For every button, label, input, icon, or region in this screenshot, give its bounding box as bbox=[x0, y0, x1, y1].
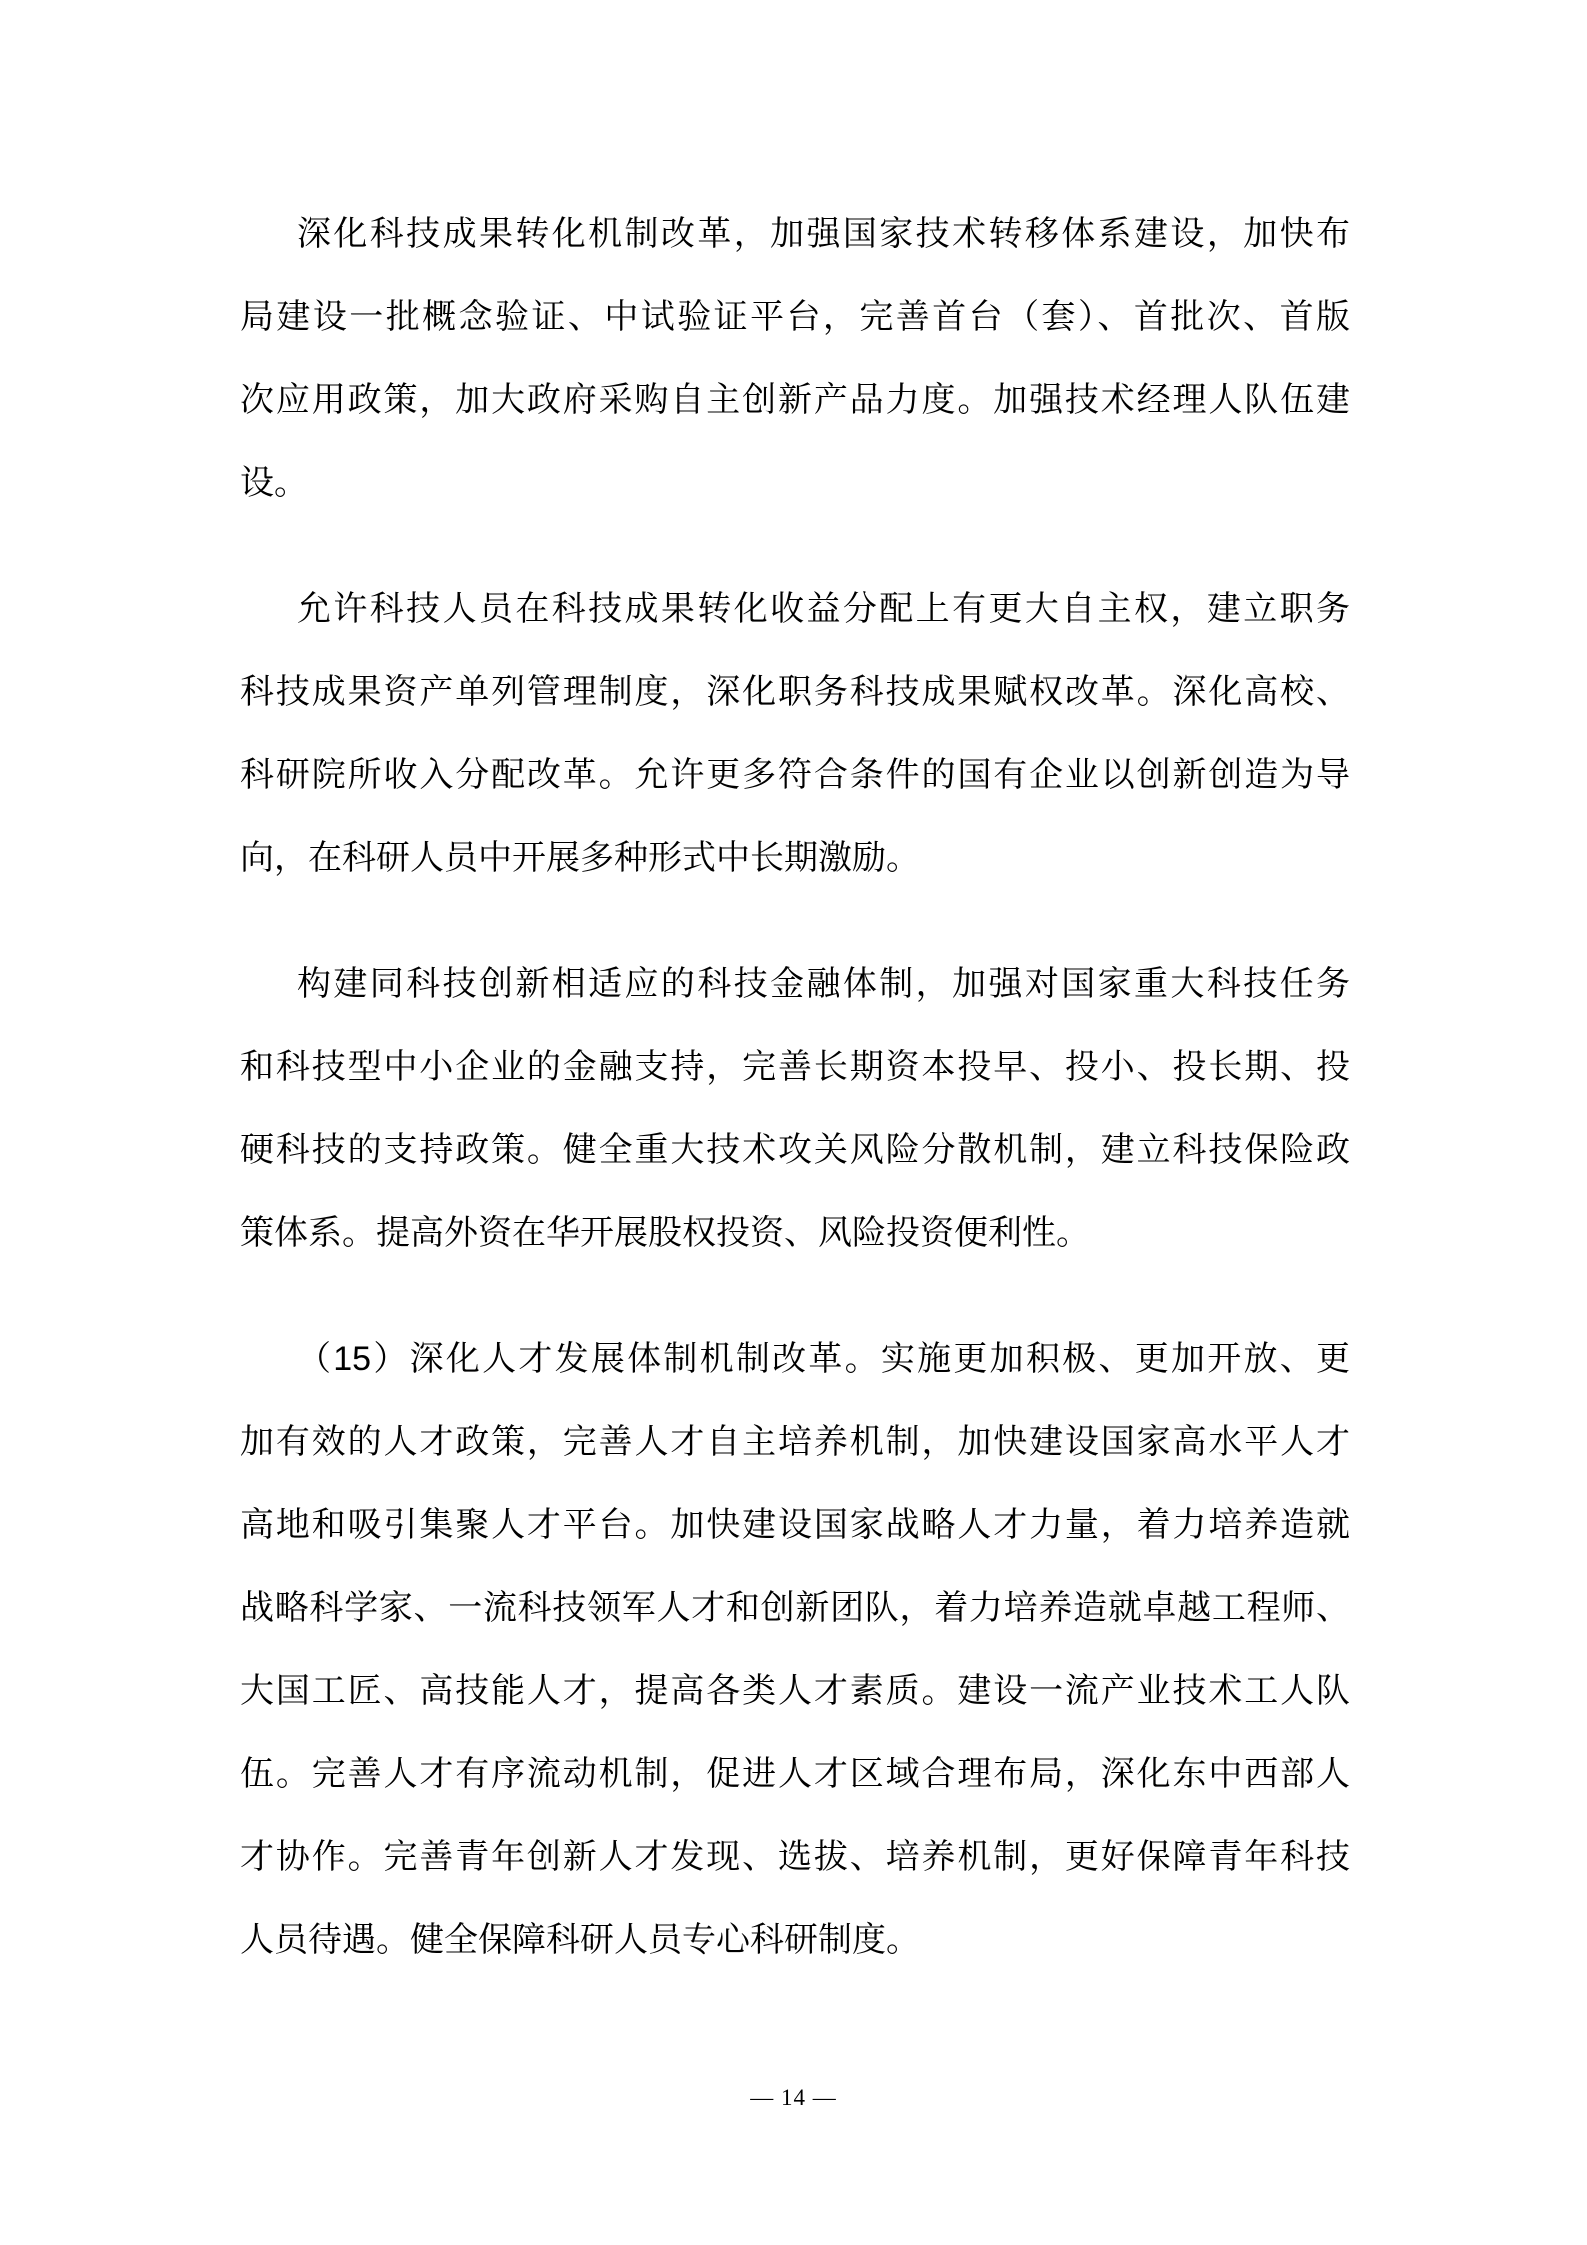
body-text bbox=[240, 193, 1350, 2025]
page-number: — 14 — bbox=[750, 2085, 837, 2110]
text-line: 加有效的人才政策，完善人才自主培养机制，加快建设国家高水平人才 bbox=[240, 1423, 1350, 1461]
paragraph bbox=[240, 943, 1350, 1275]
text-line: 设。 bbox=[240, 464, 308, 502]
paragraph bbox=[240, 193, 1350, 525]
text-line: 人员待遇。健全保障科研人员专心科研制度。 bbox=[240, 1921, 920, 1959]
paragraph bbox=[240, 568, 1350, 900]
text-line: 允许科技人员在科技成果转化收益分配上有更大自主权，建立职务 bbox=[297, 590, 1350, 628]
text-line: 大国工匠、高技能人才，提高各类人才素质。建设一流产业技术工人队 bbox=[240, 1672, 1350, 1710]
paragraph bbox=[240, 1318, 1350, 1982]
text-line: 策体系。提高外资在华开展股权投资、风险投资便利性。 bbox=[240, 1214, 1090, 1252]
text-line: 伍。完善人才有序流动机制，促进人才区域合理布局，深化东中西部人 bbox=[240, 1755, 1350, 1793]
text-line: 和科技型中小企业的金融支持，完善长期资本投早、投小、投长期、投 bbox=[240, 1048, 1350, 1086]
text-line: 深化科技成果转化机制改革，加强国家技术转移体系建设，加快布 bbox=[297, 215, 1350, 253]
text-line: 高地和吸引集聚人才平台。加快建设国家战略人才力量，着力培养造就 bbox=[240, 1506, 1350, 1544]
text-line: 构建同科技创新相适应的科技金融体制，加强对国家重大科技任务 bbox=[297, 965, 1350, 1003]
text-line: （15）深化人才发展体制机制改革。实施更加积极、更加开放、更 bbox=[297, 1340, 1350, 1378]
text-line: 战略科学家、一流科技领军人才和创新团队，着力培养造就卓越工程师、 bbox=[240, 1589, 1350, 1627]
text-line: 科技成果资产单列管理制度，深化职务科技成果赋权改革。深化高校、 bbox=[240, 673, 1350, 711]
text-line: 局建设一批概念验证、中试验证平台，完善首台（套）、首批次、首版 bbox=[240, 298, 1350, 336]
text-line: 向，在科研人员中开展多种形式中长期激励。 bbox=[240, 839, 920, 877]
text-line: 次应用政策，加大政府采购自主创新产品力度。加强技术经理人队伍建 bbox=[240, 381, 1350, 419]
text-line: 科研院所收入分配改革。允许更多符合条件的国有企业以创新创造为导 bbox=[240, 756, 1350, 794]
text-line: 硬科技的支持政策。健全重大技术攻关风险分散机制，建立科技保险政 bbox=[240, 1131, 1350, 1169]
text-line: 才协作。完善青年创新人才发现、选拔、培养机制，更好保障青年科技 bbox=[240, 1838, 1350, 1876]
